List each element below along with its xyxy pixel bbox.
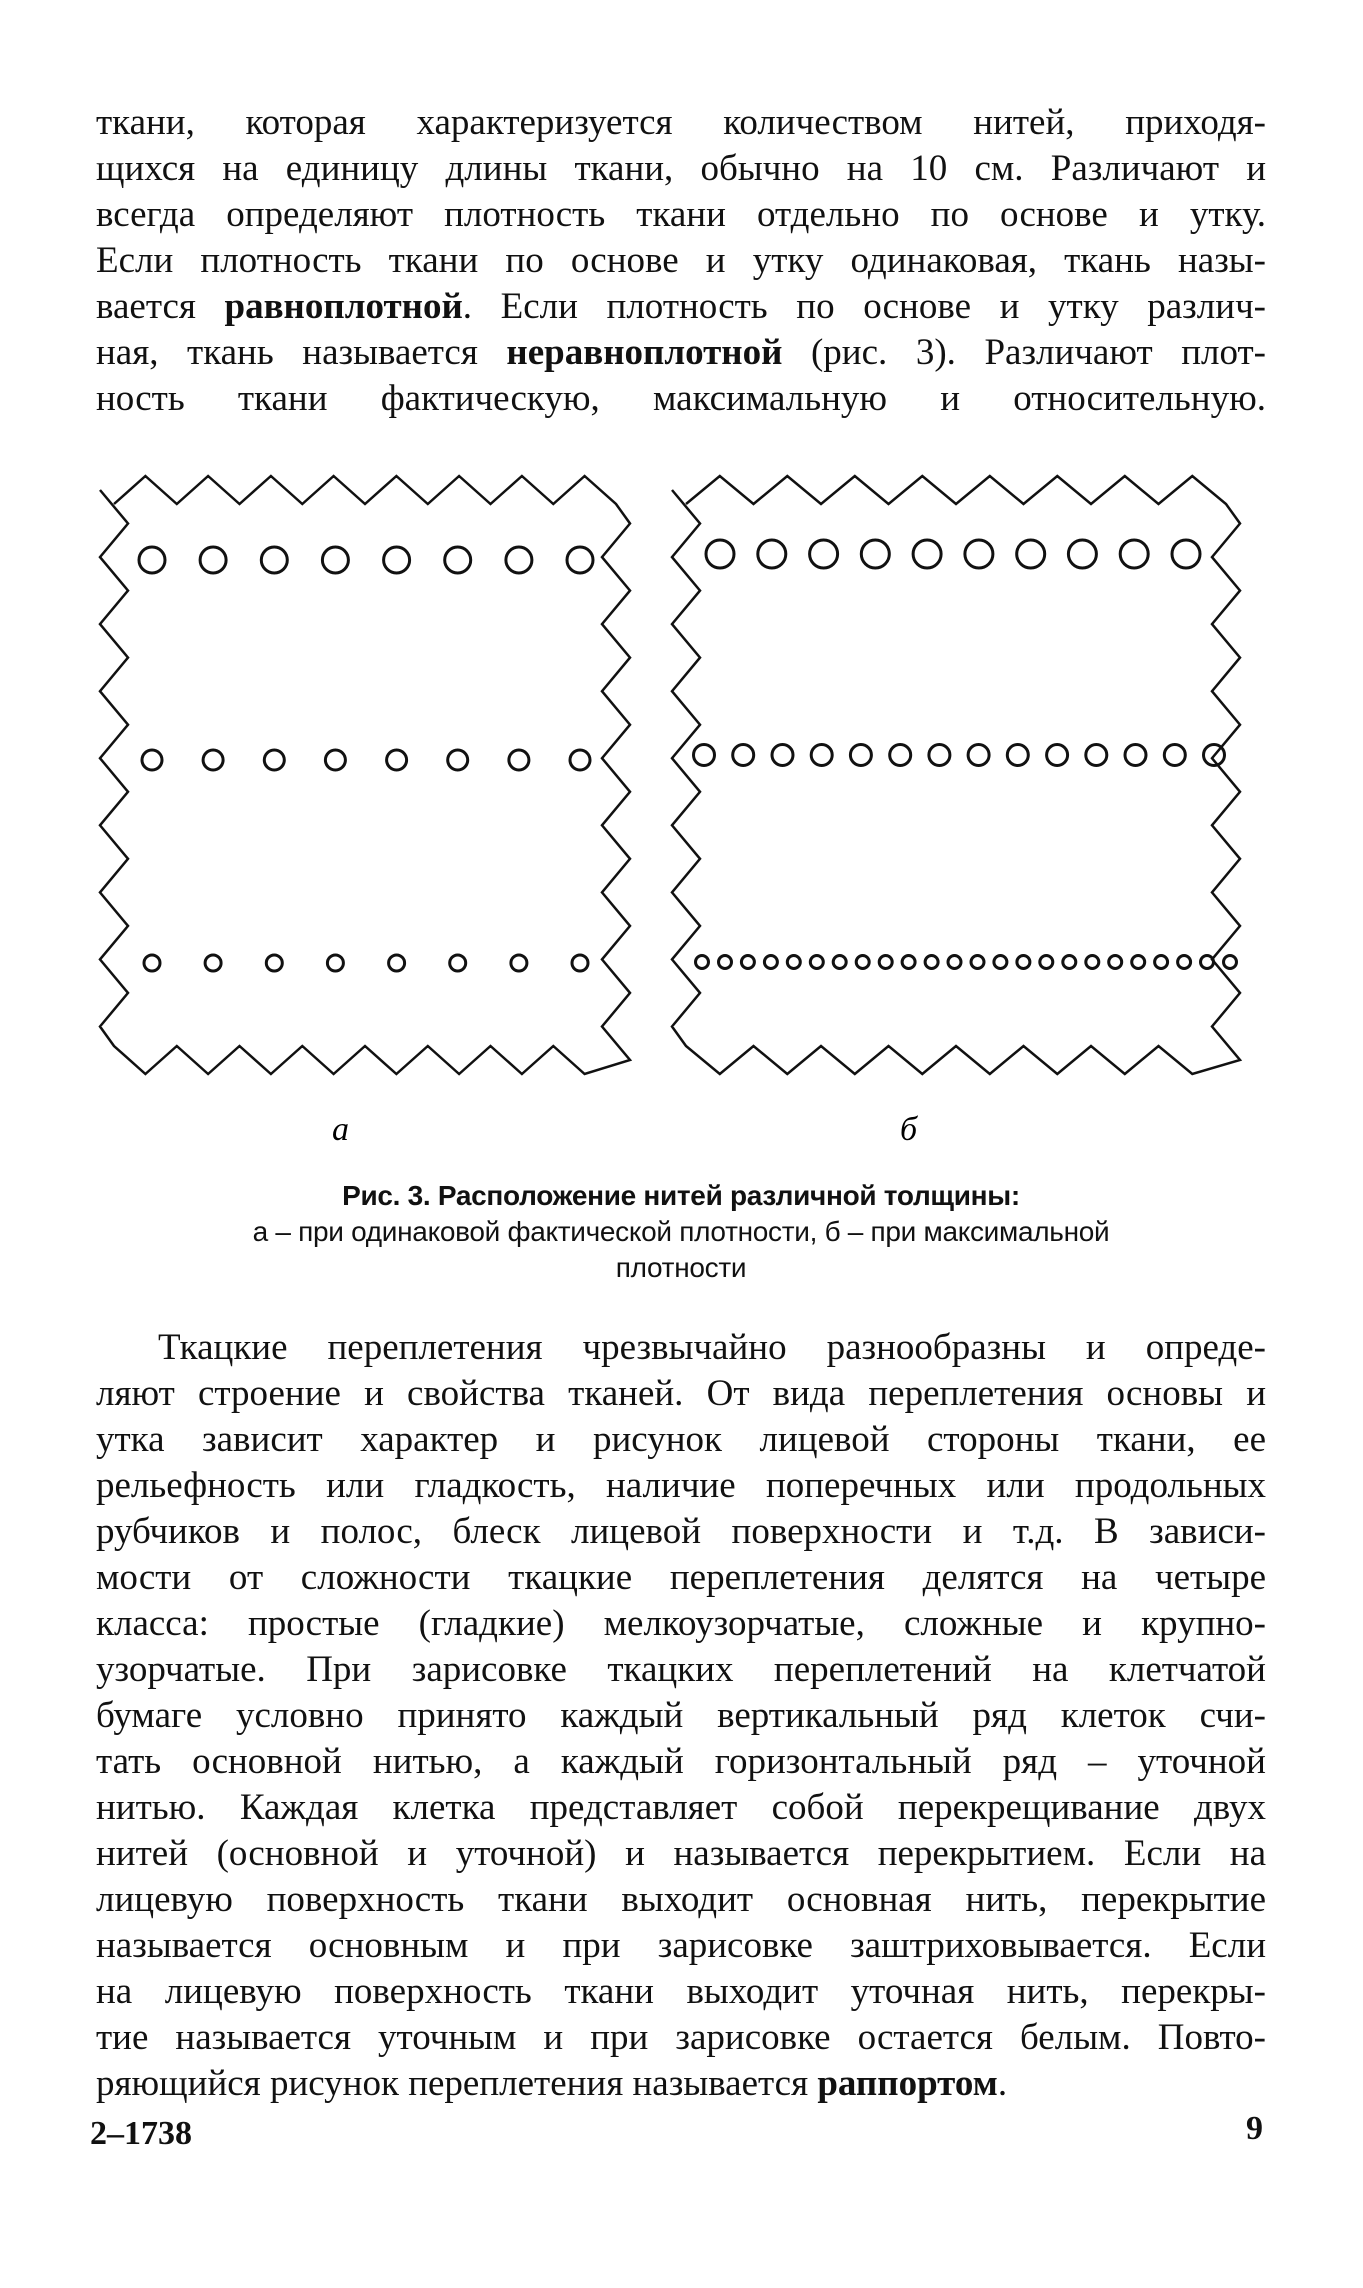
thread-ring [325,750,345,770]
text-line: ность ткани фактическую, максимальную и относительную. [96,378,1266,419]
text-line: вается равноплотной. Если плотность по основе и утку различ- [96,286,1266,327]
text-line: тать основной нитью, а каждый горизонтальный ряд – уточной [96,1741,1266,1782]
thread-ring [741,956,754,969]
thread-ring [879,956,892,969]
thread-ring [384,547,410,573]
thread-ring [567,547,593,573]
thread-ring [1040,956,1053,969]
thread-ring [925,956,938,969]
thread-ring [833,956,846,969]
text-line: всегда определяют плотность ткани отдельно по основе и утку. [96,194,1266,235]
thread-ring [511,955,527,971]
thread-ring [902,956,915,969]
figure-3-drawing [96,450,1276,1160]
thread-ring [322,547,348,573]
thread-ring [850,745,871,766]
thread-ring [856,956,869,969]
thread-ring [1172,540,1200,568]
text-line: Ткацкие переплетения чрезвычайно разнообразны и опреде- [158,1327,1266,1368]
figure-caption [96,1178,1266,1286]
thread-ring [758,540,786,568]
thread-ring [450,955,466,971]
thread-ring [264,750,284,770]
thread-ring [948,956,961,969]
panel-a-fabric [100,476,630,1074]
panel-b-fabric [672,476,1240,1074]
thread-ring [1017,956,1030,969]
text-line: мости от сложности ткацкие переплетения делятся на четыре [96,1557,1266,1598]
text-line: Если плотность ткани по основе и утку одинаковая, ткань назы- [96,240,1266,281]
thread-ring [139,547,165,573]
label-a: а [332,1111,349,1148]
thread-ring [733,745,754,766]
text-line: лицевую поверхность ткани выходит основная нить, перекрытие [96,1879,1266,1920]
thread-ring [327,955,343,971]
thread-ring [1164,745,1185,766]
thread-ring [142,750,162,770]
thread-ring [1178,956,1191,969]
term-neravnoplotnoy: неравноплотной [506,332,783,373]
panel-a-zigzag-edge [100,476,630,1074]
text-line: бумаге условно принято каждый вертикальный ряд клеток счи- [96,1695,1266,1736]
thread-ring [1063,956,1076,969]
thread-ring [205,955,221,971]
text-line: называется основным и при зарисовке заштриховывается. Если [96,1925,1266,1966]
thread-ring [389,955,405,971]
term-rapport: раппортом [817,2063,998,2104]
caption-title: Рис. 3. Расположение нитей различной толщины: [342,1180,1020,1211]
thread-ring [387,750,407,770]
thread-ring [1109,956,1122,969]
text-line: ткани, которая характеризуется количеством нитей, приходя- [96,102,1266,143]
thread-ring [810,956,823,969]
figure-3 [96,450,1276,1160]
thread-ring [764,956,777,969]
thread-ring [706,540,734,568]
thread-ring [1086,956,1099,969]
thread-ring [1201,956,1214,969]
thread-ring [572,955,588,971]
label-b: б [900,1111,918,1148]
thread-ring [200,547,226,573]
text-line: ляют строение и свойства тканей. От вида переплетения основы и [96,1373,1266,1414]
panel-a-thread-rows [139,547,593,971]
signature-mark: 2–1738 [90,2115,192,2152]
panel-b-zigzag-edge [672,476,1240,1074]
thread-ring [1047,745,1068,766]
thread-ring [266,955,282,971]
thread-ring [1125,745,1146,766]
thread-ring [1086,745,1107,766]
thread-ring [772,745,793,766]
text-line: на лицевую поверхность ткани выходит уточная нить, перекры- [96,1971,1266,2012]
thread-ring [570,750,590,770]
panel-b-thread-rows [694,540,1237,969]
thread-ring [965,540,993,568]
thread-ring [861,540,889,568]
text-line: нитью. Каждая клетка представляет собой перекрещивание двух [96,1787,1266,1828]
thread-ring [971,956,984,969]
thread-ring [890,745,911,766]
thread-ring [448,750,468,770]
paragraph-top [96,100,1266,422]
thread-ring [719,956,732,969]
caption-line: плотности [615,1252,747,1283]
thread-ring [1155,956,1168,969]
thread-ring [1017,540,1045,568]
text-line: ная, ткань называется неравноплотной (рис. 3). Различают плот- [96,332,1266,373]
thread-ring [810,540,838,568]
text-line: утка зависит характер и рисунок лицевой стороны ткани, ее [96,1419,1266,1460]
thread-ring [929,745,950,766]
caption-line: а – при одинаковой фактической плотности, б – при максимальной [252,1216,1110,1247]
thread-ring [509,750,529,770]
thread-ring [1068,540,1096,568]
thread-ring [1224,956,1237,969]
thread-ring [811,745,832,766]
thread-ring [445,547,471,573]
text-line: щихся на единицу длины ткани, обычно на 10 см. Различают и [96,148,1266,189]
text-line: рубчиков и полос, блеск лицевой поверхности и т.д. В зависи- [96,1511,1266,1552]
thread-ring [913,540,941,568]
thread-ring [696,956,709,969]
text-line: тие называется уточным и при зарисовке остается белым. Повто- [96,2017,1266,2058]
text-line: рельефность или гладкость, наличие поперечных или продольных [96,1465,1266,1506]
thread-ring [261,547,287,573]
thread-ring [694,745,715,766]
paragraph-bottom [96,1325,1266,2107]
text-line: ряющийся рисунок переплетения называется раппортом. [96,2063,1008,2104]
thread-ring [506,547,532,573]
thread-ring [203,750,223,770]
thread-ring [144,955,160,971]
thread-ring [994,956,1007,969]
page-number: 9 [1246,2110,1263,2147]
thread-ring [1132,956,1145,969]
thread-ring [1120,540,1148,568]
thread-ring [1007,745,1028,766]
text-line: нитей (основной и уточной) и называется перекрытием. Если на [96,1833,1266,1874]
thread-ring [968,745,989,766]
thread-ring [787,956,800,969]
term-ravnoplotnoy: равноплотной [224,286,463,327]
text-line: узорчатые. При зарисовке ткацких переплетений на клетчатой [96,1649,1266,1690]
text-line: класса: простые (гладкие) мелкоузорчатые, сложные и крупно- [96,1603,1266,1644]
